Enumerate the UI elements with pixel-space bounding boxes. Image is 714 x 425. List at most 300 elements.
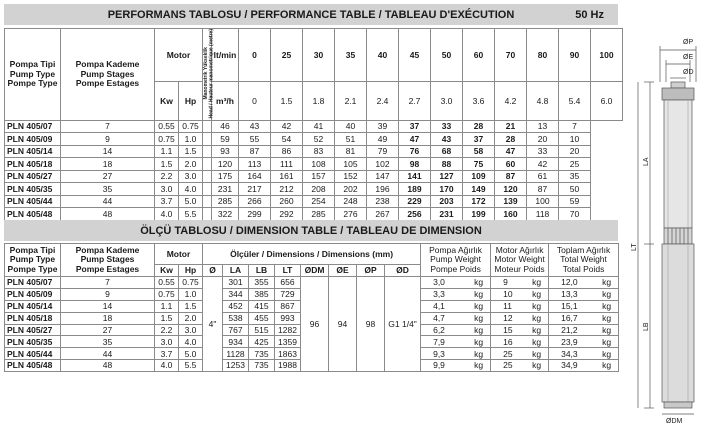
- weight-unit: kg: [602, 360, 612, 371]
- head-value-cell: 109: [463, 170, 495, 183]
- head-value-cell: 43: [239, 120, 271, 133]
- weight-unit: kg: [474, 348, 484, 359]
- total-weight-cell: [549, 312, 619, 324]
- head-value-cell: 75: [463, 158, 495, 171]
- lt-label: LT: [631, 243, 638, 251]
- head-value-cell: 60: [495, 158, 527, 171]
- hp-cell: 1.0: [179, 288, 203, 300]
- kw-cell: 0.55: [155, 120, 179, 133]
- weight-unit: kg: [532, 289, 542, 300]
- hp-cell: 2.0: [179, 312, 203, 324]
- model-cell: PLN 405/35: [5, 183, 61, 196]
- dimension-header-row: [5, 244, 619, 265]
- flow-lmin-4: 40: [367, 29, 399, 82]
- stages-cell: 27: [61, 170, 155, 183]
- kw-cell: 0.75: [155, 133, 179, 146]
- model-cell: PLN 405/09: [5, 133, 61, 146]
- weight-unit: kg: [602, 312, 612, 323]
- weight-value: 23,9: [561, 336, 578, 347]
- weight-value: 16: [503, 336, 513, 347]
- la-cell: 1253: [223, 360, 249, 372]
- head-value-cell: 68: [431, 145, 463, 158]
- flow-spacer-cell: [203, 158, 212, 171]
- head-value-cell: 105: [335, 158, 367, 171]
- model-cell: PLN 405/44: [5, 195, 61, 208]
- head-value-cell: 33: [431, 120, 463, 133]
- kw-cell: 3.0: [155, 336, 179, 348]
- head-value-cell: 111: [271, 158, 303, 171]
- od-column-header: ØD: [385, 265, 421, 277]
- weight-unit: kg: [602, 289, 612, 300]
- motor-weight-cell: [491, 324, 549, 336]
- pump-weight-cell: [421, 360, 491, 372]
- flow-lmin-8: 70: [495, 29, 527, 82]
- pump-weight-cell: [421, 312, 491, 324]
- od-cell: G1 1/4": [385, 277, 421, 372]
- weight-unit: kg: [474, 336, 484, 347]
- total-weight-cell: [549, 288, 619, 300]
- model-cell: PLN 405/44: [5, 348, 61, 360]
- lb-cell: 385: [249, 288, 275, 300]
- head-value-cell: 141: [399, 170, 431, 183]
- total-weight-cell: [549, 348, 619, 360]
- flow-lmin-0: 0: [239, 29, 271, 82]
- weight-unit: kg: [532, 312, 542, 323]
- hp-cell: 0.75: [179, 277, 203, 289]
- head-value-cell: 52: [303, 133, 335, 146]
- weight-unit: kg: [474, 312, 484, 323]
- head-value-cell: 231: [212, 183, 239, 196]
- odm-label: ØDM: [666, 418, 683, 425]
- pump-dimension-diagram: [628, 36, 714, 425]
- flow-spacer-cell: [203, 170, 212, 183]
- lt-cell: 1359: [275, 336, 301, 348]
- dimension-table-banner: [4, 220, 618, 241]
- weight-unit: kg: [474, 289, 484, 300]
- kw-cell: 4.0: [155, 208, 179, 221]
- total-weight-cell: [549, 336, 619, 348]
- head-value-cell: 28: [463, 120, 495, 133]
- performance-row: [5, 183, 623, 196]
- head-value-cell: 37: [463, 133, 495, 146]
- weight-unit: kg: [532, 300, 542, 311]
- flow-lmin-3: 35: [335, 29, 367, 82]
- total-weight-cell: [549, 277, 619, 289]
- weight-unit: kg: [474, 277, 484, 288]
- hp-cell: 0.75: [179, 120, 203, 133]
- model-cell: PLN 405/07: [5, 277, 61, 289]
- lt-cell: 656: [275, 277, 301, 289]
- head-value-cell: 189: [399, 183, 431, 196]
- hp-cell: 3.0: [179, 324, 203, 336]
- weight-value: 15: [503, 324, 513, 335]
- hp-cell: 1.5: [179, 145, 203, 158]
- model-cell: PLN 405/27: [5, 170, 61, 183]
- head-value-cell: 51: [335, 133, 367, 146]
- weight-value: 10: [503, 289, 513, 300]
- flow-m3h-6: 3.0: [431, 81, 463, 120]
- motor-weight-cell: [491, 300, 549, 312]
- flow-lmin-5: 45: [399, 29, 431, 82]
- flow-m3h-0: 0: [239, 81, 271, 120]
- flow-lmin-2: 30: [303, 29, 335, 82]
- weight-value: 21,2: [561, 324, 578, 335]
- kw-cell: 0.75: [155, 288, 179, 300]
- dim-hp-column-header: Hp: [179, 265, 203, 277]
- model-cell: PLN 405/35: [5, 336, 61, 348]
- stages-cell: 7: [61, 120, 155, 133]
- oe-column-header: ØE: [329, 265, 357, 277]
- pump-weight-cell: [421, 348, 491, 360]
- flow-lmin-11: 100: [591, 29, 623, 82]
- performance-table: [4, 28, 623, 221]
- op-cell: 98: [357, 277, 385, 372]
- flow-m3h-7: 3.6: [463, 81, 495, 120]
- head-value-cell: 20: [527, 133, 559, 146]
- weight-value: 4,7: [433, 312, 445, 323]
- head-value-cell: 208: [303, 183, 335, 196]
- weight-unit: kg: [602, 336, 612, 347]
- la-cell: 301: [223, 277, 249, 289]
- diameter-column-header: Ø: [203, 265, 223, 277]
- flow-m3h-4: 2.4: [367, 81, 399, 120]
- head-value-cell: 83: [303, 145, 335, 158]
- head-value-cell: 98: [399, 158, 431, 171]
- head-value-cell: 81: [335, 145, 367, 158]
- performance-row: [5, 120, 623, 133]
- head-value-cell: 47: [495, 145, 527, 158]
- stages-cell: 9: [61, 288, 155, 300]
- head-value-cell: 285: [303, 208, 335, 221]
- performance-row: [5, 208, 623, 221]
- head-value-cell: 292: [271, 208, 303, 221]
- head-value-cell: 13: [527, 120, 559, 133]
- flow-spacer-cell: [203, 133, 212, 146]
- stages-cell: 35: [61, 183, 155, 196]
- model-cell: PLN 405/14: [5, 300, 61, 312]
- kw-cell: 1.1: [155, 300, 179, 312]
- op-column-header: ØP: [357, 265, 385, 277]
- motor-weight-cell: [491, 312, 549, 324]
- head-value-cell: 120: [212, 158, 239, 171]
- head-value-cell: 256: [399, 208, 431, 221]
- performance-row: [5, 158, 623, 171]
- lt-cell: 993: [275, 312, 301, 324]
- hp-cell: 5.0: [179, 348, 203, 360]
- head-value-cell: 79: [367, 145, 399, 158]
- head-value-cell: 113: [239, 158, 271, 171]
- kw-cell: 1.5: [155, 158, 179, 171]
- model-cell: PLN 405/48: [5, 360, 61, 372]
- kw-cell: 2.2: [155, 324, 179, 336]
- head-value-cell: 170: [431, 183, 463, 196]
- lb-cell: 425: [249, 336, 275, 348]
- lb-cell: 735: [249, 360, 275, 372]
- head-value-cell: 203: [431, 195, 463, 208]
- flow-lmin-9: 80: [527, 29, 559, 82]
- total-weight-cell: [549, 360, 619, 372]
- lt-cell: 1282: [275, 324, 301, 336]
- la-cell: 767: [223, 324, 249, 336]
- head-value-cell: 87: [239, 145, 271, 158]
- head-value-cell: 147: [367, 170, 399, 183]
- weight-value: 9: [503, 277, 508, 288]
- lb-cell: 415: [249, 300, 275, 312]
- head-value-cell: 41: [303, 120, 335, 133]
- head-value-cell: 157: [303, 170, 335, 183]
- head-value-cell: 7: [559, 120, 591, 133]
- flow-m3h-11: 6.0: [591, 81, 623, 120]
- pump-weight-column-header: Pompa Ağırlık Pump Weight Pompe Poids: [421, 244, 491, 277]
- head-value-cell: 229: [399, 195, 431, 208]
- dimension-table: [4, 243, 619, 372]
- stages-cell: 7: [61, 277, 155, 289]
- hp-cell: 1.5: [179, 300, 203, 312]
- head-value-cell: 21: [495, 120, 527, 133]
- head-value-cell: 276: [335, 208, 367, 221]
- model-cell: PLN 405/18: [5, 158, 61, 171]
- weight-value: 34,3: [561, 348, 578, 359]
- head-value-cell: 42: [527, 158, 559, 171]
- pump-weight-cell: [421, 300, 491, 312]
- head-value-cell: 267: [367, 208, 399, 221]
- head-value-cell: 164: [239, 170, 271, 183]
- head-value-cell: 299: [239, 208, 271, 221]
- motor-body: [662, 244, 694, 402]
- head-value-cell: 86: [271, 145, 303, 158]
- motor-weight-cell: [491, 348, 549, 360]
- lt-column-header: LT: [275, 265, 301, 277]
- head-value-cell: 238: [367, 195, 399, 208]
- stages-cell: 35: [61, 336, 155, 348]
- la-cell: 1128: [223, 348, 249, 360]
- head-value-cell: 70: [559, 208, 591, 221]
- performance-row: [5, 145, 623, 158]
- motor-weight-cell: [491, 360, 549, 372]
- stages-cell: 14: [61, 145, 155, 158]
- head-value-cell: 160: [495, 208, 527, 221]
- la-cell: 538: [223, 312, 249, 324]
- la-column-header: LA: [223, 265, 249, 277]
- head-value-cell: 49: [367, 133, 399, 146]
- head-value-cell: 100: [527, 195, 559, 208]
- weight-unit: kg: [602, 324, 612, 335]
- head-value-cell: 40: [335, 120, 367, 133]
- head-value-cell: 50: [559, 183, 591, 196]
- flow-m3h-label: m³/h: [212, 81, 239, 120]
- pump-weight-cell: [421, 336, 491, 348]
- head-value-cell: 285: [212, 195, 239, 208]
- model-cell: PLN 405/48: [5, 208, 61, 221]
- head-value-cell: 212: [271, 183, 303, 196]
- head-value-cell: 46: [212, 120, 239, 133]
- flow-m3h-1: 1.5: [271, 81, 303, 120]
- head-value-cell: 172: [463, 195, 495, 208]
- la-cell: 344: [223, 288, 249, 300]
- model-cell: PLN 405/14: [5, 145, 61, 158]
- motor-weight-cell: [491, 277, 549, 289]
- model-cell: PLN 405/27: [5, 324, 61, 336]
- weight-unit: kg: [474, 300, 484, 311]
- lt-cell: 729: [275, 288, 301, 300]
- flow-m3h-8: 4.2: [495, 81, 527, 120]
- head-value-cell: 25: [559, 158, 591, 171]
- oe-cell: 94: [329, 277, 357, 372]
- lb-cell: 355: [249, 277, 275, 289]
- head-value-cell: 102: [367, 158, 399, 171]
- weight-value: 12,0: [561, 277, 578, 288]
- head-value-cell: 28: [495, 133, 527, 146]
- lt-cell: 867: [275, 300, 301, 312]
- odm-cell: 96: [301, 277, 329, 372]
- performance-table-title: PERFORMANS TABLOSU / PERFORMANCE TABLE / TABLEAU D'EXÉCUTION: [107, 8, 515, 21]
- head-value-cell: 260: [271, 195, 303, 208]
- kw-column-header: Kw: [155, 81, 179, 120]
- dimension-row: [5, 277, 619, 289]
- performance-row: [5, 170, 623, 183]
- weight-value: 15,1: [561, 300, 578, 311]
- kw-cell: 0.55: [155, 277, 179, 289]
- head-value-cell: 248: [335, 195, 367, 208]
- head-value-cell: 161: [271, 170, 303, 183]
- head-value-cell: 231: [431, 208, 463, 221]
- total-weight-column-header: Toplam Ağırlık Total Weight Total Poids: [549, 244, 619, 277]
- weight-value: 7,9: [433, 336, 445, 347]
- head-value-cell: 254: [303, 195, 335, 208]
- dim-motor-column-header: Motor: [155, 244, 203, 265]
- lt-cell: 1863: [275, 348, 301, 360]
- flow-spacer-cell: [203, 120, 212, 133]
- weight-value: 11: [503, 300, 512, 311]
- stages-cell: 44: [61, 195, 155, 208]
- dimensions-group-header: Ölçüler / Dimensions / Dimensions (mm): [203, 244, 421, 265]
- head-value-cell: 108: [303, 158, 335, 171]
- weight-unit: kg: [532, 360, 542, 371]
- head-value-cell: 196: [367, 183, 399, 196]
- hp-cell: 5.0: [179, 195, 203, 208]
- head-value-cell: 93: [212, 145, 239, 158]
- head-value-cell: 43: [431, 133, 463, 146]
- stages-cell: 14: [61, 300, 155, 312]
- head-value-cell: 47: [399, 133, 431, 146]
- pump-weight-cell: [421, 277, 491, 289]
- weight-unit: kg: [532, 336, 542, 347]
- flow-lmin-7: 60: [463, 29, 495, 82]
- stages-cell: 9: [61, 133, 155, 146]
- weight-unit: kg: [532, 277, 542, 288]
- weight-value: 6,2: [433, 324, 445, 335]
- head-value-cell: 120: [495, 183, 527, 196]
- hp-cell: 5.5: [179, 360, 203, 372]
- head-value-cell: 127: [431, 170, 463, 183]
- performance-table-banner: [4, 4, 618, 25]
- kw-cell: 3.7: [155, 348, 179, 360]
- head-value-cell: 42: [271, 120, 303, 133]
- performance-row: [5, 133, 623, 146]
- weight-unit: kg: [474, 360, 484, 371]
- flow-m3h-2: 1.8: [303, 81, 335, 120]
- weight-value: 9,3: [433, 348, 445, 359]
- la-cell: 452: [223, 300, 249, 312]
- kw-cell: 2.2: [155, 170, 179, 183]
- lt-cell: 1988: [275, 360, 301, 372]
- stages-cell: 18: [61, 312, 155, 324]
- lb-cell: 455: [249, 312, 275, 324]
- weight-unit: kg: [602, 300, 612, 311]
- head-value-cell: 202: [335, 183, 367, 196]
- head-value-cell: 58: [463, 145, 495, 158]
- od-label: ØD: [683, 69, 694, 76]
- head-value-cell: 61: [527, 170, 559, 183]
- model-cell: PLN 405/18: [5, 312, 61, 324]
- flow-m3h-9: 4.8: [527, 81, 559, 120]
- head-axis-label: Manometrik Yükseklik Head / Hauteur manometrique (metre): [203, 29, 215, 119]
- head-value-cell: 217: [239, 183, 271, 196]
- head-value-cell: 76: [399, 145, 431, 158]
- dim-model-column-header: Pompa Tipi Pump Type Pompe Type: [5, 244, 61, 277]
- flow-m3h-5: 2.7: [399, 81, 431, 120]
- pump-weight-cell: [421, 288, 491, 300]
- hp-cell: 1.0: [179, 133, 203, 146]
- head-value-cell: 55: [239, 133, 271, 146]
- motor-weight-column-header: Motor Ağırlık Motor Weight Moteur Poids: [491, 244, 549, 277]
- hp-cell: 4.0: [179, 183, 203, 196]
- dim-kw-column-header: Kw: [155, 265, 179, 277]
- flow-spacer-cell: [203, 208, 212, 221]
- lb-column-header: LB: [249, 265, 275, 277]
- head-value-cell: 87: [495, 170, 527, 183]
- head-value-cell: 266: [239, 195, 271, 208]
- weight-unit: kg: [602, 277, 612, 288]
- head-value-cell: 152: [335, 170, 367, 183]
- motor-weight-cell: [491, 336, 549, 348]
- head-value-cell: 39: [367, 120, 399, 133]
- flow-lmin-10: 90: [559, 29, 591, 82]
- weight-value: 13,3: [561, 289, 578, 300]
- model-cell: PLN 405/07: [5, 120, 61, 133]
- weight-value: 3,3: [433, 289, 445, 300]
- kw-cell: 4.0: [155, 360, 179, 372]
- kw-cell: 1.1: [155, 145, 179, 158]
- flow-m3h-3: 2.1: [335, 81, 367, 120]
- weight-value: 25: [503, 360, 513, 371]
- motor-weight-cell: [491, 288, 549, 300]
- stages-cell: 27: [61, 324, 155, 336]
- la-cell: 934: [223, 336, 249, 348]
- kw-cell: 3.7: [155, 195, 179, 208]
- head-value-cell: 322: [212, 208, 239, 221]
- flow-lmin-6: 50: [431, 29, 463, 82]
- head-value-cell: 10: [559, 133, 591, 146]
- head-value-cell: 149: [463, 183, 495, 196]
- head-value-cell: 54: [271, 133, 303, 146]
- weight-unit: kg: [532, 324, 542, 335]
- weight-unit: kg: [474, 324, 484, 335]
- hp-cell: 2.0: [179, 158, 203, 171]
- performance-header-row: [5, 29, 623, 82]
- hp-cell: 5.5: [179, 208, 203, 221]
- motor-base: [664, 402, 692, 408]
- head-value-cell: 20: [559, 145, 591, 158]
- weight-value: 34,9: [561, 360, 578, 371]
- head-value-cell: 37: [399, 120, 431, 133]
- head-value-cell: 118: [527, 208, 559, 221]
- head-value-cell: 139: [495, 195, 527, 208]
- weight-value: 3,0: [433, 277, 445, 288]
- head-value-cell: 87: [527, 183, 559, 196]
- weight-value: 16,7: [561, 312, 578, 323]
- flow-spacer-cell: [203, 195, 212, 208]
